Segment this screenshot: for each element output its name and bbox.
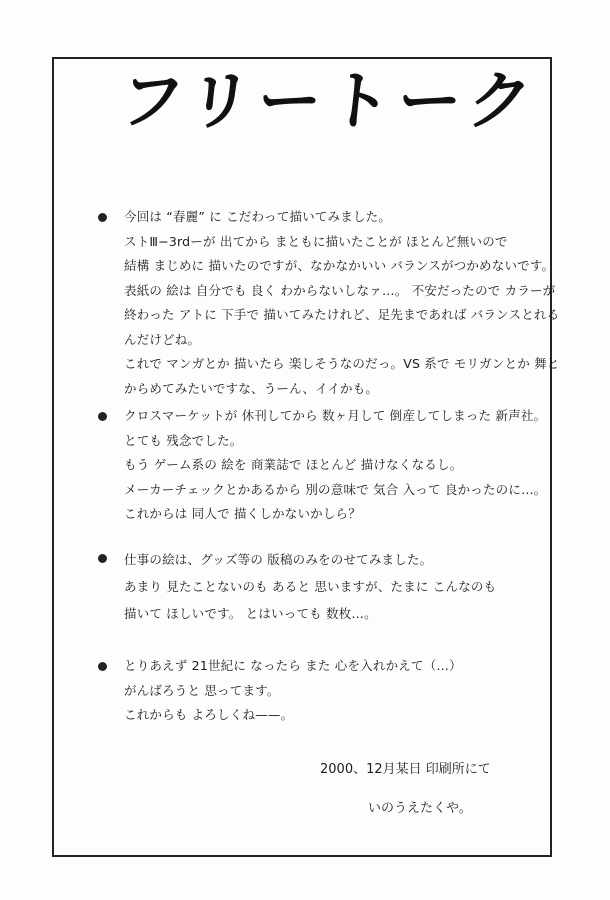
text-line: とても 残念でした。 (124, 432, 243, 448)
text-line: これで マンガとか 描いたら 楽しそうなのだっ。VS 系で モリガンとか 舞と (124, 356, 560, 371)
text-line: 仕事の絵は、グッズ等の 版稿のみをのせてみました。 (124, 552, 433, 567)
signature-name: いのうえたくや。 (368, 801, 472, 816)
text-line: クロスマーケットが 休刊してから 数ヶ月して 倒産してしまった 新声社。 (124, 408, 547, 423)
text-line: からめてみたいですな、うーん、イイかも。 (124, 380, 379, 396)
bullet-icon (98, 412, 107, 421)
text-line: これからも よろしくね——。 (124, 707, 294, 722)
page-title: フリートーク (116, 65, 542, 139)
text-line: 今回は “春麗” に こだわって描いてみました。 (124, 209, 392, 224)
text-line: これからは 同人で 描くしかないかしら？ (124, 506, 361, 521)
text-line: とりあえず 21世紀に なったら また 心を入れかえて（…） (124, 658, 462, 673)
bullet-icon (98, 213, 107, 222)
text-line: メーカーチェックとかあるから 別の意味で 気合 入って 良かったのに…。 (124, 481, 547, 497)
text-line: ストⅢ−3rdーが 出てから まともに描いたことが ほとんど無いので (124, 233, 508, 249)
text-line: 結構 まじめに 描いたのですが、なかなかいい バランスがつかめないです。 (124, 258, 555, 273)
text-line: 表紙の 絵は 自分でも 良く わからないしなァ…。 不安だったので カラーが (124, 282, 556, 298)
bullet-icon (98, 662, 107, 671)
text-line: もう ゲーム系の 絵を 商業誌で ほとんど 描けなくなるし。 (124, 457, 463, 472)
text-line: 終わった アトに 下手で 描いてみたけれど、足先まであれば バランスとれる (124, 307, 560, 322)
text-line: がんばろうと 思ってます。 (124, 682, 280, 698)
text-line: 描いて ほしいです。 とはいっても 数枚…。 (124, 606, 377, 621)
text-line: あまり 見たことないのも あると 思いますが、たまに こんなのも (124, 579, 497, 594)
bullet-icon (98, 554, 107, 563)
signature-date: 2000、12月某日 印刷所にて (320, 762, 491, 777)
text-line: んだけどね。 (124, 331, 201, 347)
